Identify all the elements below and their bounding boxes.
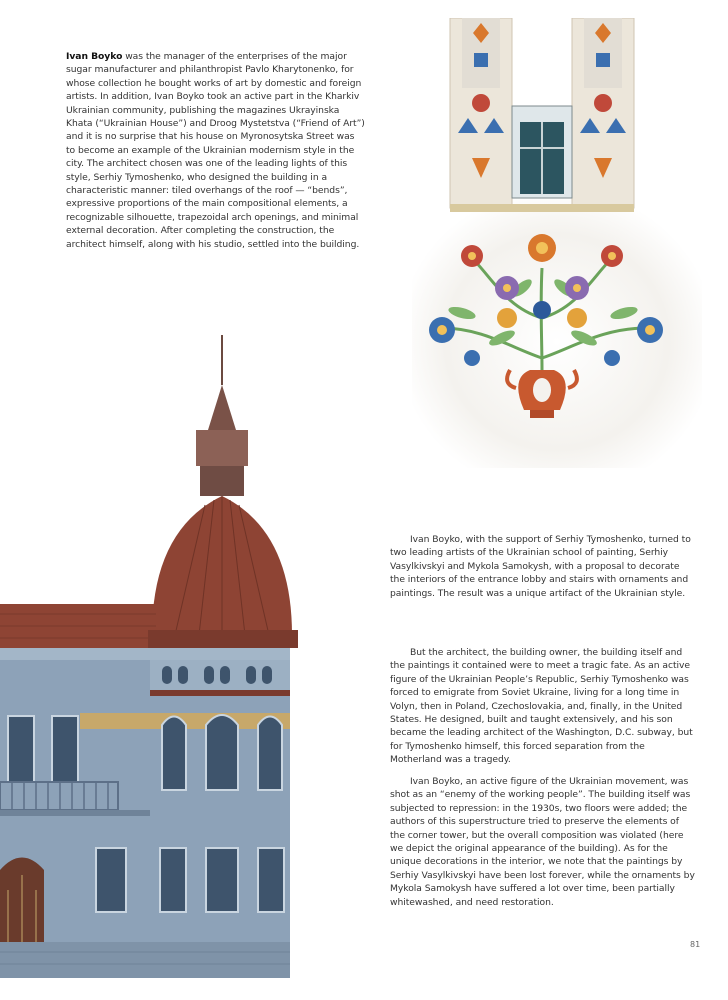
lead-name: Ivan Boyko xyxy=(66,51,123,62)
paragraph-fate xyxy=(390,646,696,767)
paragraph-artists xyxy=(390,533,696,600)
paragraph-intro xyxy=(66,50,366,251)
paragraph-repression-text: Ivan Boyko, an active figure of the Ukrainian movement, was shot as an “enemy of the working people”. The building itself was subjected to repression: in the 1930s, two floors were added; the authors of this superstructure tried to preserve the elements of the corner tower, but the overall composition was violated (here we depict the original appearance of the building). As for the unique decorations in the interior, we note that the paintings by Serhiy Vasylkivskyi have been lost forever, while the ornaments by Mykola Samokysh have suffered a lot over time, been partially whitewashed, and need restoration. xyxy=(390,776,695,908)
paragraph-artists-text: Ivan Boyko, with the support of Serhiy Tymoshenko, turned to two leading artists of the Ukrainian school of painting, Serhiy Vasylkivskyi and Mykola Samokysh, with a proposal to decorate the interiors of the entrance lobby and stairs with ornaments and paintings. The result was a unique artifact of the Ukrainian style. xyxy=(390,534,691,599)
building-illustration xyxy=(0,330,300,978)
ornament-illustration xyxy=(412,18,702,468)
paragraph-fate-text: But the architect, the building owner, the building itself and the paintings it contained were to meet a tragic fate. As an active figure of the Ukrainian People’s Republic, Serhiy Tymoshenko was forced to emigrate from Soviet Ukraine, living for a long time in Volyn, then in Poland, Czechoslovakia, and, finally, in the United States. He designed, built and taught extensively, and his son became the leading architect of the Washington, D.C. subway, but for Tymoshenko himself, this forced separation from the Motherland was a tragedy. xyxy=(390,647,693,766)
paragraph-intro-text: was the manager of the enterprises of the major sugar manufacturer and philanthropist Pavlo Kharytonenko, for whose collection he bought works of art by domestic and foreign artists. In addition, Ivan Boyko took an active part in the Kharkiv Ukrainian community, publishing the magazines Ukrayinska Khata (“Ukrainian House”) and Droog Mystetstva (“Friend of Art”) and it is no surprise that his house on Myronosytska Street was to become an example of the Ukrainian modernism style in the city. The architect chosen was one of the leading lights of this style, Serhiy Tymoshenko, who designed the building in a characteristic manner: tiled overhangs of the roof — “bends”, expressive proportions of the main compositional elements, a recognizable silhouette, trapezoidal arch openings, and minimal external decoration. After completing the construction, the architect himself, along with his studio, settled into the building. xyxy=(66,51,365,250)
paragraph-repression xyxy=(390,775,696,909)
page-number: 81 xyxy=(690,940,701,949)
